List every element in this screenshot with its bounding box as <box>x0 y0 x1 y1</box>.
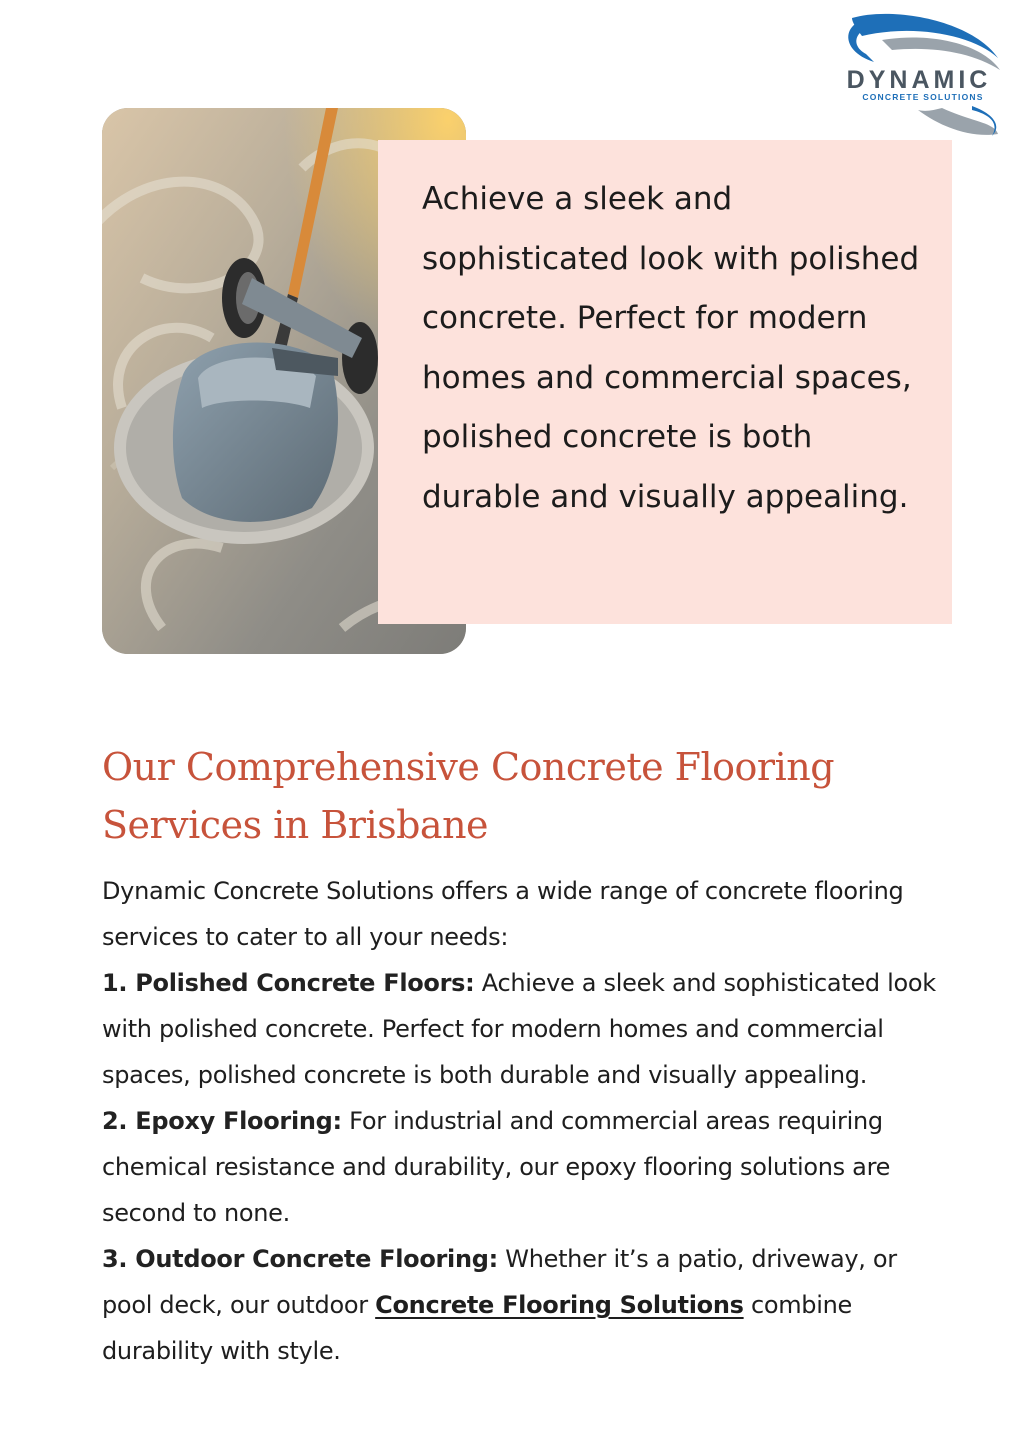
service-item-label: 1. Polished Concrete Floors: <box>102 969 475 997</box>
service-item-label: 3. Outdoor Concrete Flooring: <box>102 1245 498 1273</box>
service-item-epoxy <box>102 1098 952 1236</box>
service-item-text: For industrial and commercial areas requiring chemical resistance and durability, our epoxy flooring solutions are second to none. <box>102 1107 891 1227</box>
service-item-text: Achieve a sleek and sophisticated look with polished concrete. Perfect for modern homes and commercial spaces, polished concrete is both durable and visually appealing. <box>102 969 936 1089</box>
concrete-flooring-solutions-link[interactable]: Concrete Flooring Solutions <box>375 1291 744 1319</box>
service-item-polished <box>102 960 952 1098</box>
service-item-text: Whether it’s a patio, driveway, or pool deck, our outdoor <box>102 1245 897 1319</box>
hero-callout-text: Achieve a sleek and sophisticated look with polished concrete. Perfect for modern homes and commercial spaces, polished concrete is both durable and visually appealing. <box>422 181 920 515</box>
hero-callout <box>378 140 952 624</box>
services-intro: Dynamic Concrete Solutions offers a wide range of concrete flooring services to cater to all your needs: <box>102 877 904 951</box>
service-item-label: 2. Epoxy Flooring: <box>102 1107 342 1135</box>
service-item-text: combine durability with style. <box>102 1291 852 1365</box>
section-title: Our Comprehensive Concrete Flooring Services in Brisbane <box>102 745 835 847</box>
logo-wordmark: DYNAMIC <box>846 66 992 94</box>
services-body <box>102 868 952 1374</box>
company-logo <box>822 10 1012 140</box>
logo-tagline: CONCRETE SOLUTIONS <box>862 92 984 102</box>
service-item-outdoor <box>102 1236 952 1374</box>
